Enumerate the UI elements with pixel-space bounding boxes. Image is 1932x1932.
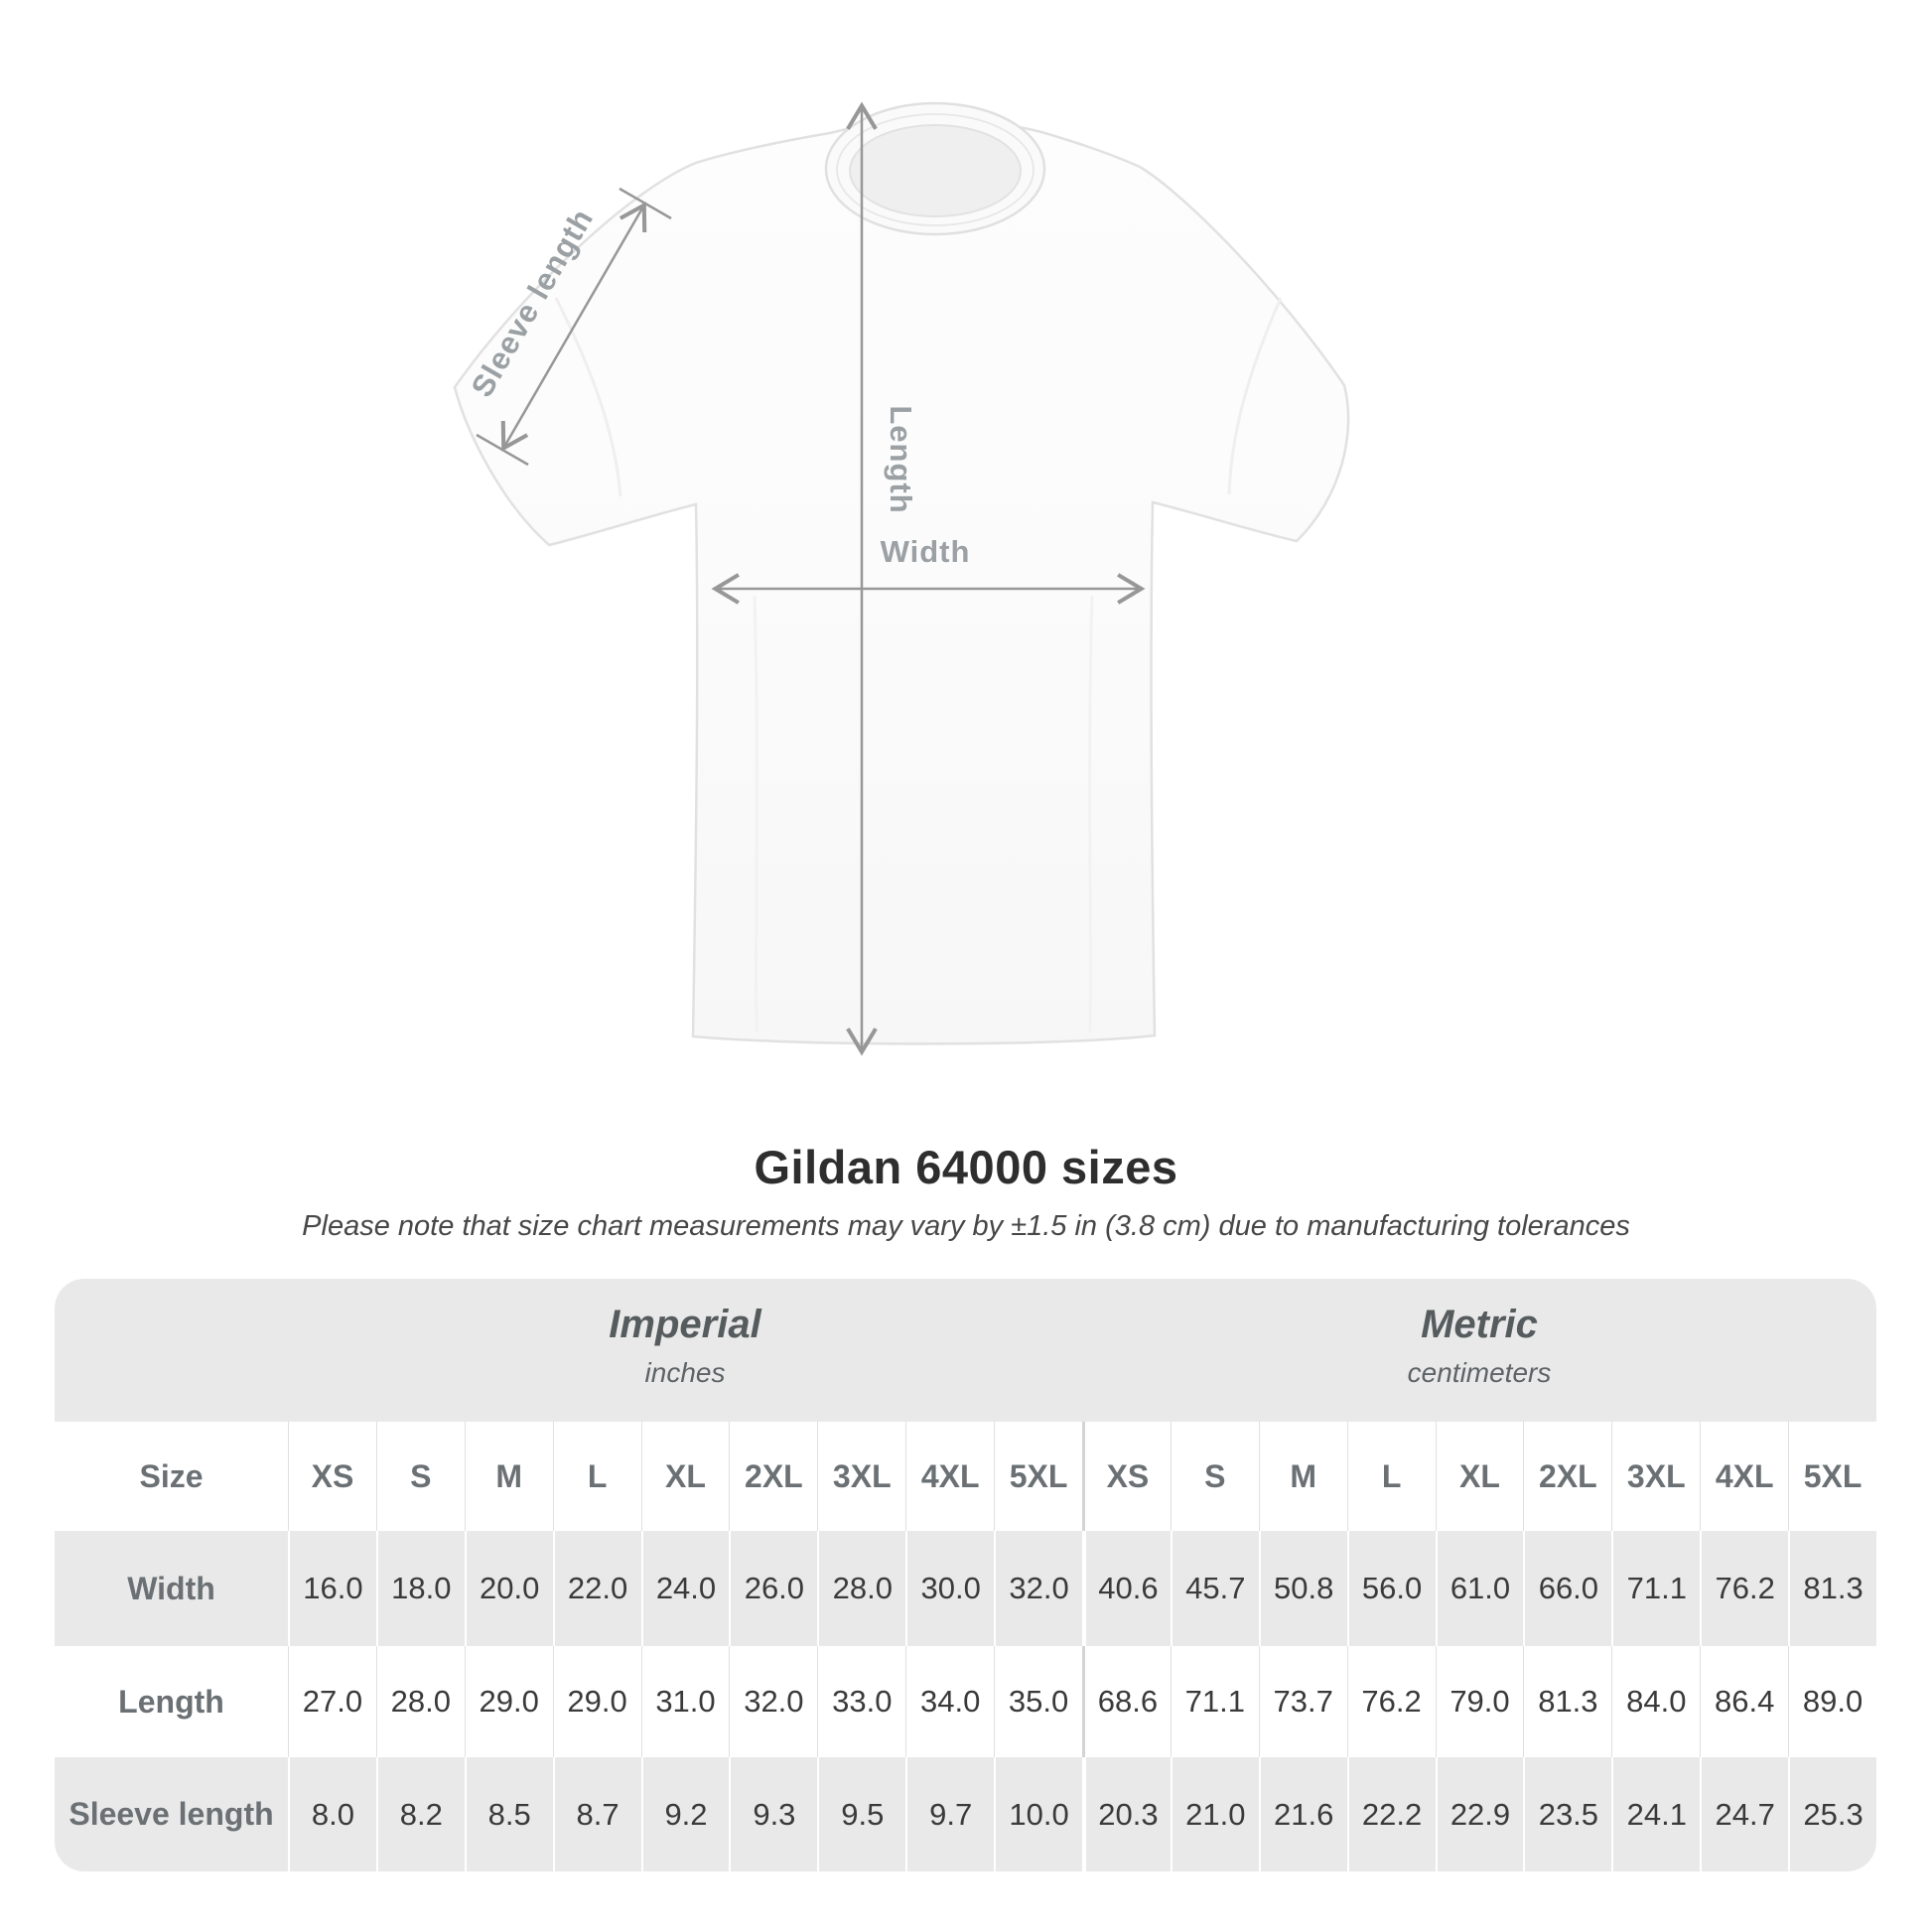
- table-cell: 76.2: [1347, 1646, 1436, 1757]
- table-cell: 73.7: [1259, 1646, 1347, 1757]
- imperial-unit: inches: [644, 1357, 726, 1388]
- size-header: XL: [1436, 1422, 1524, 1531]
- size-table: [55, 1279, 1876, 1871]
- table-cell: 24.1: [1611, 1757, 1700, 1871]
- table-cell: 24.0: [641, 1531, 730, 1646]
- table-cell: 68.6: [1082, 1646, 1171, 1757]
- table-cell: 76.2: [1700, 1531, 1788, 1646]
- table-cell: 81.3: [1788, 1531, 1876, 1646]
- table-cell: 26.0: [729, 1531, 817, 1646]
- table-cell: 8.7: [553, 1757, 641, 1871]
- table-cell: 9.3: [729, 1757, 817, 1871]
- table-cell: 34.0: [905, 1646, 994, 1757]
- size-header: XS: [1082, 1422, 1171, 1531]
- table-cell: 27.0: [288, 1646, 376, 1757]
- table-cell: 23.5: [1523, 1757, 1611, 1871]
- table-cell: 79.0: [1436, 1646, 1524, 1757]
- table-cell: 8.5: [465, 1757, 553, 1871]
- metric-header: [1082, 1279, 1876, 1422]
- row-label: Sleeve length: [69, 1796, 274, 1832]
- table-cell: 9.7: [905, 1757, 994, 1871]
- row-label: Width: [127, 1570, 215, 1606]
- width-label: Width: [880, 534, 971, 569]
- metric-unit: centimeters: [1407, 1357, 1552, 1388]
- page-subtitle: Please note that size chart measurements may vary by ±1.5 in (3.8 cm) due to manufacturing tolerances: [302, 1210, 1630, 1242]
- table-cell: 22.2: [1347, 1757, 1436, 1871]
- size-header: S: [1171, 1422, 1259, 1531]
- size-header: 5XL: [994, 1422, 1082, 1531]
- table-cell: 71.1: [1171, 1646, 1259, 1757]
- table-cell: 45.7: [1171, 1531, 1259, 1646]
- size-col-header: Size: [139, 1457, 204, 1494]
- imperial-title: Imperial: [609, 1303, 761, 1346]
- page-title: Gildan 64000 sizes: [754, 1141, 1178, 1193]
- table-cell: 32.0: [994, 1531, 1082, 1646]
- table-cell: 10.0: [994, 1757, 1082, 1871]
- table-row-sleeve-length: [55, 1757, 1876, 1871]
- table-cell: 8.2: [376, 1757, 465, 1871]
- sleeve-length-label: Sleeve length: [464, 202, 601, 403]
- table-cell: 25.3: [1788, 1757, 1876, 1871]
- units-header: [55, 1279, 1876, 1422]
- table-cell: 20.0: [465, 1531, 553, 1646]
- size-header: S: [376, 1422, 465, 1531]
- table-cell: 89.0: [1788, 1646, 1876, 1757]
- table-row-length: [55, 1646, 1876, 1757]
- size-header: XL: [641, 1422, 730, 1531]
- tshirt-graphic: [455, 103, 1348, 1043]
- heading-block: [0, 1140, 1932, 1243]
- table-cell: 9.5: [817, 1757, 905, 1871]
- size-header: L: [553, 1422, 641, 1531]
- table-cell: 84.0: [1611, 1646, 1700, 1757]
- size-header: 5XL: [1788, 1422, 1876, 1531]
- row-label: Length: [118, 1683, 224, 1720]
- table-cell: 28.0: [817, 1531, 905, 1646]
- length-label: Length: [883, 405, 918, 514]
- table-cell: 35.0: [994, 1646, 1082, 1757]
- imperial-header: [288, 1279, 1082, 1422]
- table-cell: 21.0: [1171, 1757, 1259, 1871]
- table-cell: 31.0: [641, 1646, 730, 1757]
- table-cell: 29.0: [465, 1646, 553, 1757]
- table-cell: 28.0: [376, 1646, 465, 1757]
- size-header: 4XL: [1700, 1422, 1788, 1531]
- table-cell: 40.6: [1082, 1531, 1171, 1646]
- size-header: M: [465, 1422, 553, 1531]
- size-header: 2XL: [1523, 1422, 1611, 1531]
- size-header: 3XL: [1611, 1422, 1700, 1531]
- table-cell: 29.0: [553, 1646, 641, 1757]
- size-header: 4XL: [905, 1422, 994, 1531]
- table-cell: 30.0: [905, 1531, 994, 1646]
- table-cell: 81.3: [1523, 1646, 1611, 1757]
- table-cell: 50.8: [1259, 1531, 1347, 1646]
- size-header: XS: [288, 1422, 376, 1531]
- table-cell: 8.0: [288, 1757, 376, 1871]
- table-cell: 61.0: [1436, 1531, 1524, 1646]
- table-cell: 33.0: [817, 1646, 905, 1757]
- table-cell: 86.4: [1700, 1646, 1788, 1757]
- metric-title: Metric: [1421, 1303, 1538, 1346]
- table-cell: 22.0: [553, 1531, 641, 1646]
- table-cell: 32.0: [729, 1646, 817, 1757]
- size-header: 3XL: [817, 1422, 905, 1531]
- table-cell: 66.0: [1523, 1531, 1611, 1646]
- table-cell: 18.0: [376, 1531, 465, 1646]
- table-cell: 16.0: [288, 1531, 376, 1646]
- table-cell: 22.9: [1436, 1757, 1524, 1871]
- table-row-width: [55, 1531, 1876, 1646]
- size-header: 2XL: [729, 1422, 817, 1531]
- table-cell: 71.1: [1611, 1531, 1700, 1646]
- size-header: M: [1259, 1422, 1347, 1531]
- collar-opening: [850, 125, 1021, 216]
- table-cell: 9.2: [641, 1757, 730, 1871]
- table-cell: 24.7: [1700, 1757, 1788, 1871]
- table-cell: 21.6: [1259, 1757, 1347, 1871]
- size-header-row: [55, 1422, 1876, 1531]
- size-header: L: [1347, 1422, 1436, 1531]
- table-cell: 56.0: [1347, 1531, 1436, 1646]
- table-cell: 20.3: [1082, 1757, 1171, 1871]
